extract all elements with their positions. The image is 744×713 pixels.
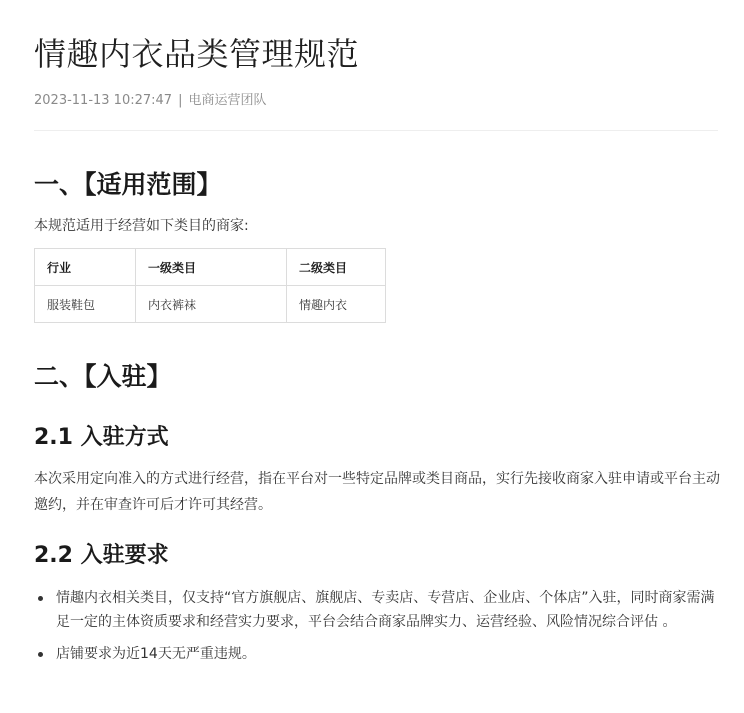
meta-separator: | <box>178 93 183 108</box>
category-table <box>34 248 386 323</box>
header-divider <box>34 130 718 131</box>
section-heading-scope: 一、【适用范围】 <box>34 170 222 199</box>
publish-date: 2023-11-13 10:27:47 <box>34 93 173 108</box>
page-title: 情趣内衣品类管理规范 <box>34 35 360 73</box>
table-cell: 内衣裤袜 <box>136 286 287 323</box>
table-cell: 情趣内衣 <box>287 286 386 323</box>
section-heading-entry: 二、【入驻】 <box>34 362 172 391</box>
requirements-list <box>34 586 724 674</box>
table-row <box>35 286 386 323</box>
subsection-heading-entry-requirements: 2.2 入驻要求 <box>34 543 169 568</box>
bullet-icon <box>38 596 43 601</box>
entry-method-body: 本次采用定向准入的方式进行经营，指在平台对一些特定品牌或类目商品，实行先接收商家入驻申请或平台主动邀约，并在审查许可后才许可其经营。 <box>34 471 720 513</box>
table-header-cell: 行业 <box>35 249 136 286</box>
list-item-text: 情趣内衣相关类目，仅支持“官方旗舰店、旗舰店、专卖店、专营店、企业店、个体店”入驻，同时商家需满足一定的主体资质要求和经营实力要求，平台会结合商家品牌实力、运营经验、风险情况综合评估 。 <box>56 590 715 630</box>
article-meta <box>34 92 266 110</box>
author-name: 电商运营团队 <box>188 93 267 108</box>
list-item <box>34 642 724 666</box>
subsection-heading-entry-method: 2.1 入驻方式 <box>34 425 169 450</box>
table-cell: 服装鞋包 <box>35 286 136 323</box>
list-item-text: 店铺要求为近14天无严重违规。 <box>56 646 256 662</box>
table-header-row <box>35 249 386 286</box>
scope-intro: 本规范适用于经营如下类目的商家: <box>34 218 249 234</box>
list-item <box>34 586 724 634</box>
table-header-cell: 一级类目 <box>136 249 287 286</box>
bullet-icon <box>38 652 43 657</box>
table-header-cell: 二级类目 <box>287 249 386 286</box>
